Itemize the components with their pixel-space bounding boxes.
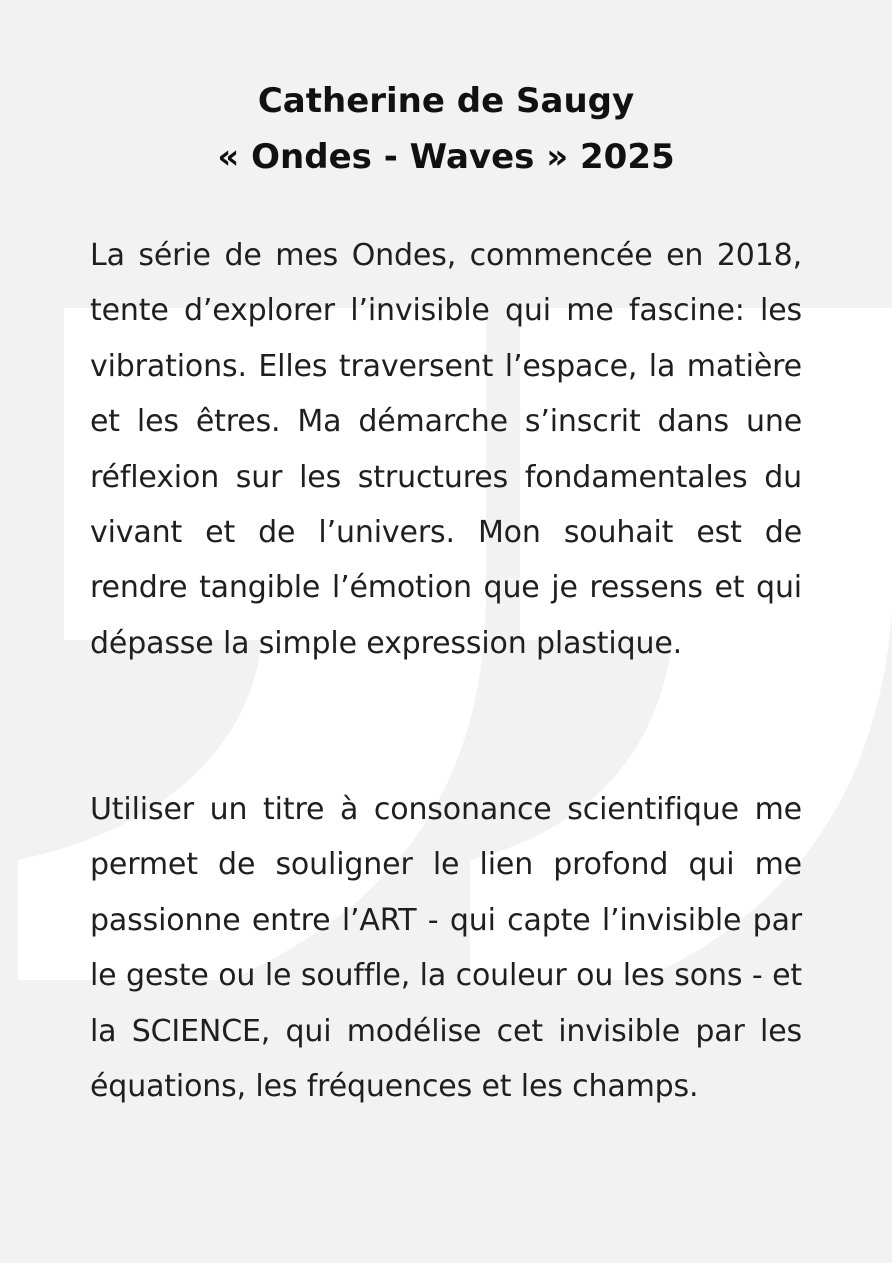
paragraph-art-science: Utiliser un titre à consonance scientifique me permet de souligner le lien profond qui me passionne entre l’ART - qui capte l’invisible par le geste ou le souffle, la couleur ou les sons - et la SCIENCE, qui modélise cet invisible par les équations, les fréquences et les champs. [90, 792, 802, 1105]
document-title [0, 73, 892, 185]
paragraph-intro: La série de mes Ondes, commencée en 2018, tente d’explorer l’invisible qui me fascine: les vibrations. Elles traversent l’espace, la matière et les êtres. Ma démarche s’inscrit dans une réflexion sur les structures fondamentales du vivant et de l’univers. Mon souhait est de rendre tangible l’émotion que je ressens et qui dépasse la simple expression plastique. [90, 238, 802, 661]
author-name: Catherine de Saugy [257, 81, 635, 121]
series-title: « Ondes - Waves » 2025 [217, 137, 675, 177]
